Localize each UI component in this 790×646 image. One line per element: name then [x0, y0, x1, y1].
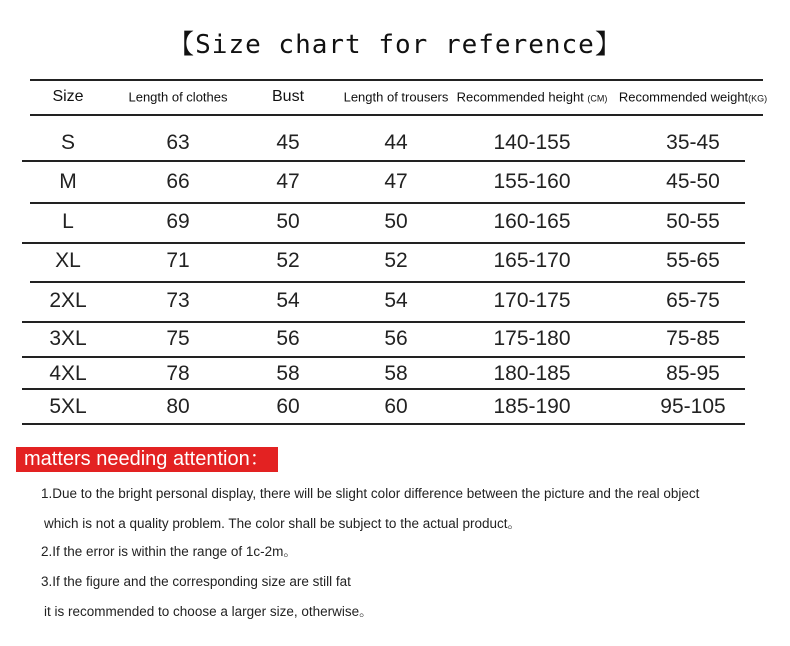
page-title: 【Size chart for reference】 — [168, 30, 622, 60]
table-cell: 140-155 — [493, 131, 571, 154]
table-rule — [22, 160, 745, 162]
table-cell: 69 — [166, 210, 190, 233]
size-label: L — [62, 210, 74, 233]
table-cell: 56 — [276, 327, 300, 350]
column-header: Bust — [271, 88, 305, 105]
table-cell: 180-185 — [493, 362, 571, 385]
table-cell: 50 — [384, 210, 408, 233]
table-rule — [22, 242, 745, 244]
column-header: Length of clothes — [128, 89, 228, 105]
size-label: S — [60, 131, 76, 154]
table-cell: 52 — [384, 249, 408, 272]
table-cell: 50-55 — [666, 210, 720, 233]
table-rule — [22, 356, 745, 358]
table-rule — [30, 114, 763, 116]
table-cell: 66 — [166, 170, 190, 193]
table-cell: 47 — [384, 170, 408, 193]
note-3-line-1: 3.If the figure and the corresponding size are still fat — [41, 574, 351, 589]
attention-banner: matters needing attention： — [16, 447, 278, 472]
table-cell: 60 — [384, 395, 408, 418]
size-label: 4XL — [49, 362, 87, 385]
table-cell: 47 — [276, 170, 300, 193]
column-header: Size — [52, 88, 84, 105]
table-cell: 75-85 — [666, 327, 720, 350]
table-rule — [22, 321, 745, 323]
note-2: 2.If the error is within the range of 1c-2m。 — [41, 544, 297, 559]
size-label: 2XL — [49, 289, 87, 312]
table-cell: 54 — [384, 289, 408, 312]
table-cell: 65-75 — [666, 289, 720, 312]
table-cell: 85-95 — [666, 362, 720, 385]
size-label: 3XL — [49, 327, 87, 350]
table-cell: 45-50 — [666, 170, 720, 193]
table-rule — [30, 281, 745, 283]
table-cell: 185-190 — [493, 395, 571, 418]
table-cell: 60 — [276, 395, 300, 418]
column-header: Length of trousers — [343, 89, 449, 105]
table-rule — [22, 423, 745, 425]
table-cell: 35-45 — [666, 131, 720, 154]
table-cell: 95-105 — [660, 395, 726, 418]
table-cell: 52 — [276, 249, 300, 272]
size-label: M — [59, 170, 77, 193]
table-cell: 170-175 — [493, 289, 571, 312]
table-cell: 54 — [276, 289, 300, 312]
table-rule — [30, 79, 763, 81]
table-cell: 56 — [384, 327, 408, 350]
size-label: XL — [55, 249, 81, 272]
table-cell: 73 — [166, 289, 190, 312]
size-label: 5XL — [49, 395, 87, 418]
table-cell: 63 — [166, 131, 190, 154]
table-cell: 58 — [276, 362, 300, 385]
table-cell: 155-160 — [493, 170, 571, 193]
column-header: Recommended weight(KG) — [618, 89, 768, 105]
table-cell: 55-65 — [666, 249, 720, 272]
table-rule — [22, 388, 745, 390]
table-cell: 44 — [384, 131, 408, 154]
table-cell: 58 — [384, 362, 408, 385]
table-cell: 78 — [166, 362, 190, 385]
table-cell: 160-165 — [493, 210, 571, 233]
table-cell: 75 — [166, 327, 190, 350]
table-rule — [30, 202, 745, 204]
column-header: Recommended height (CM) — [456, 89, 608, 105]
table-cell: 175-180 — [493, 327, 571, 350]
table-cell: 50 — [276, 210, 300, 233]
table-cell: 45 — [276, 131, 300, 154]
table-cell: 71 — [166, 249, 190, 272]
note-3-line-2: it is recommended to choose a larger size, otherwise。 — [44, 604, 373, 619]
table-cell: 165-170 — [493, 249, 571, 272]
note-1-line-2: which is not a quality problem. The color shall be subject to the actual product。 — [44, 516, 522, 531]
note-1-line-1: 1.Due to the bright personal display, there will be slight color difference between the picture and the real object — [41, 486, 700, 501]
table-cell: 80 — [166, 395, 190, 418]
